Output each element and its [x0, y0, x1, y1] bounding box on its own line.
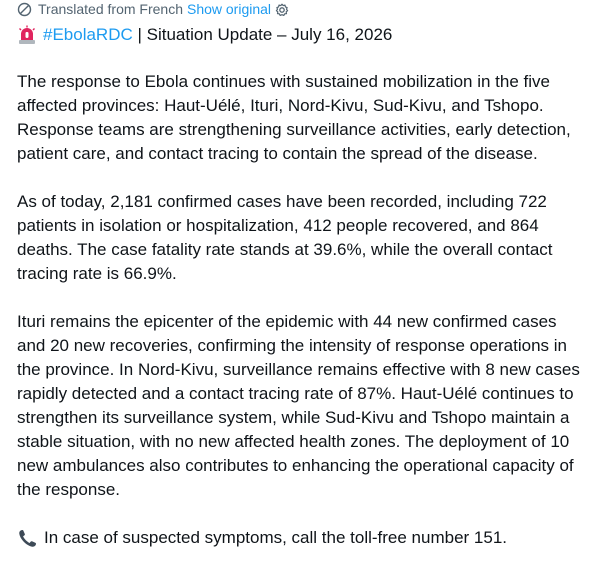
translate-globe-icon	[17, 2, 32, 17]
translation-bar	[17, 0, 582, 19]
hashtag-link[interactable]: #EbolaRDC	[43, 25, 133, 44]
paragraph-case-statistics: As of today, 2,181 confirmed cases have been recorded, including 722 patients in isolation or hospitalization, 412 people recovered, and 864 deaths. The case fatality rate stands at 39.6%, while the overall contact tracing rate is 66.9%.	[17, 192, 553, 283]
telephone-receiver-icon	[17, 528, 38, 549]
headline-title: | Situation Update – July 16, 2026	[132, 25, 393, 44]
translation-label: Translated from French	[38, 1, 183, 17]
post-headline	[17, 23, 582, 47]
rotating-light-icon	[17, 25, 37, 45]
show-original-link[interactable]: Show original	[186, 1, 272, 17]
paragraph-response-overview: The response to Ebola continues with sustained mobilization in the five affected provinces: Haut-Uélé, Ituri, Nord-Kivu, Sud-Kivu, and Tshopo. Response teams are strengthening surveillance activities, early detection, patient care, and contact tracing to contain the spread of the disease.	[17, 72, 571, 163]
hotline-text: In case of suspected symptoms, call the toll-free number 151.	[44, 528, 508, 547]
gear-icon[interactable]	[275, 3, 289, 17]
paragraph-hotline	[17, 526, 582, 550]
paragraph-province-details: Ituri remains the epicenter of the epidemic with 44 new confirmed cases and 20 new recoveries, confirming the intensity of response operations in the province. In Nord-Kivu, surveillance remains effective with 8 new cases rapidly detected and a contact tracing rate of 87%. Haut-Uélé continues to strengthen its surveillance system, while Sud-Kivu and Tshopo maintain a stable situation, with no new affected health zones. The deployment of 10 new ambulances also contributes to enhancing the operational capacity of the response.	[17, 312, 580, 499]
